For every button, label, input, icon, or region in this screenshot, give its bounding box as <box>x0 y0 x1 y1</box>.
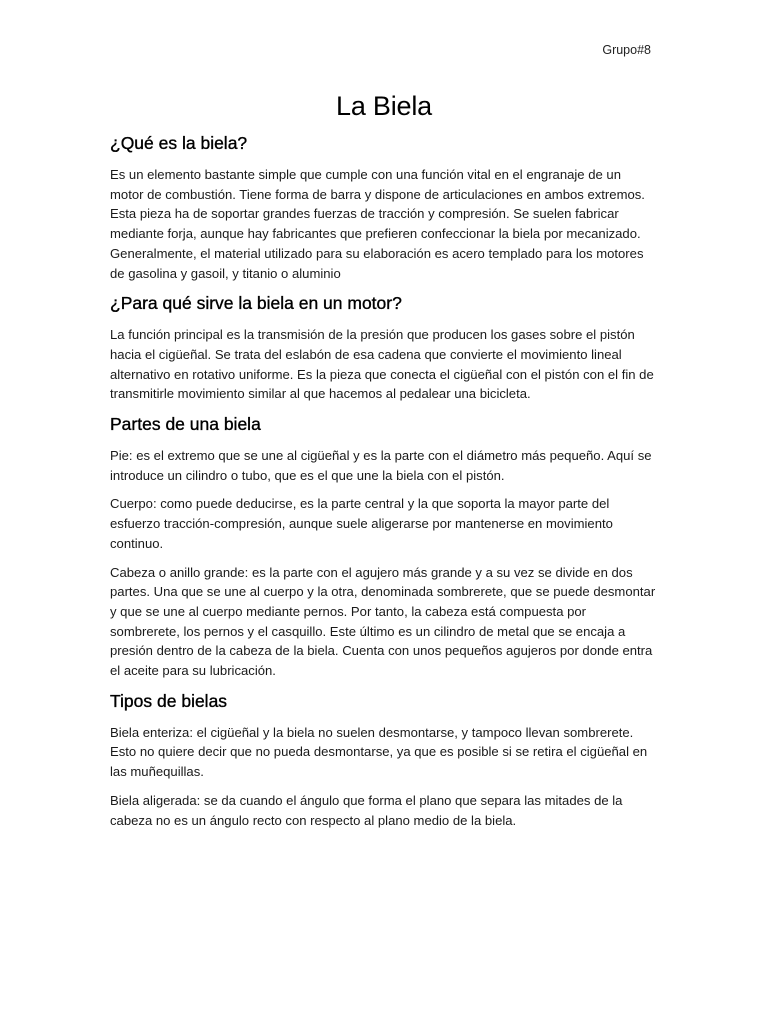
section-tipos <box>110 690 658 831</box>
section-heading: ¿Qué es la biela? <box>110 133 248 153</box>
header-group-label: Grupo#8 <box>602 43 651 57</box>
paragraph: La función principal es la transmisión de la presión que producen los gases sobre el pistón hacia el cigüeñal. Se trata del eslabón de esa cadena que convierte el movimiento lineal alternativo en rotativo uniforme. Es la pieza que conecta el cigüeñal con el pistón con el fin de transmitirle movimiento similar al que hacemos al pedalear una bicicleta. <box>110 327 654 402</box>
section-partes <box>110 413 658 681</box>
paragraph: Biela enteriza: el cigüeñal y la biela no suelen desmontarse, y tampoco llevan sombrerete. Esto no quiere decir que no pueda desmontarse, ya que es posible si se retira el cigüeñal en las muñequillas. <box>110 724 648 780</box>
paragraph: Cabeza o anillo grande: es la parte con el agujero más grande y a su vez se divide en dos partes. Una que se une al cuerpo y la otra, denominada sombrerete, que se puede desmontar y que se une al cuerpo mediante pernos. Por tanto, la cabeza está compuesta por sombrerete, los pernos y el casquillo. Este último es un cilindro de metal que se encaja a presión dentro de la cabeza de la biela. Cuenta con unos pequeños agujeros por donde entra el aceite para su lubricación. <box>110 564 656 679</box>
section-heading: ¿Para qué sirve la biela en un motor? <box>110 293 402 314</box>
section-para-que-sirve <box>110 292 658 404</box>
paragraph: Biela aligerada: se da cuando el ángulo que forma el plano que separa las mitades de la cabeza no es un ángulo recto con respecto al plano medio de la biela. <box>110 792 623 828</box>
document-title: La Biela <box>336 91 432 121</box>
document-content <box>110 88 658 839</box>
paragraph: Pie: es el extremo que se une al cigüeñal y es la parte con el diámetro más pequeño. Aquí se introduce un cilindro o tubo, que es el que une la biela con el pistón. <box>110 448 652 483</box>
section-que-es <box>110 132 658 283</box>
paragraph: Cuerpo: como puede deducirse, es la parte central y la que soporta la mayor parte del esfuerzo tracción-compresión, aunque suele aligerarse por mantenerse en movimiento continuo. <box>110 496 613 551</box>
section-heading: Partes de una biela <box>110 414 261 435</box>
paragraph: Es un elemento bastante simple que cumple con una función vital en el engranaje de un motor de combustión. Tiene forma de barra y dispone de articulaciones en ambos extremos. Esta pieza ha de soportar grandes fuerzas de tracción y compresión. Se suelen fabricar mediante forja, aunque hay fabricantes que prefieren confeccionar la biela por mecanizado. Generalmente, el material utilizado para su elaboración es acero templado para los motores de gasolina y gasoil, y titanio o aluminio <box>110 167 645 281</box>
section-heading: Tipos de bielas <box>110 690 228 711</box>
